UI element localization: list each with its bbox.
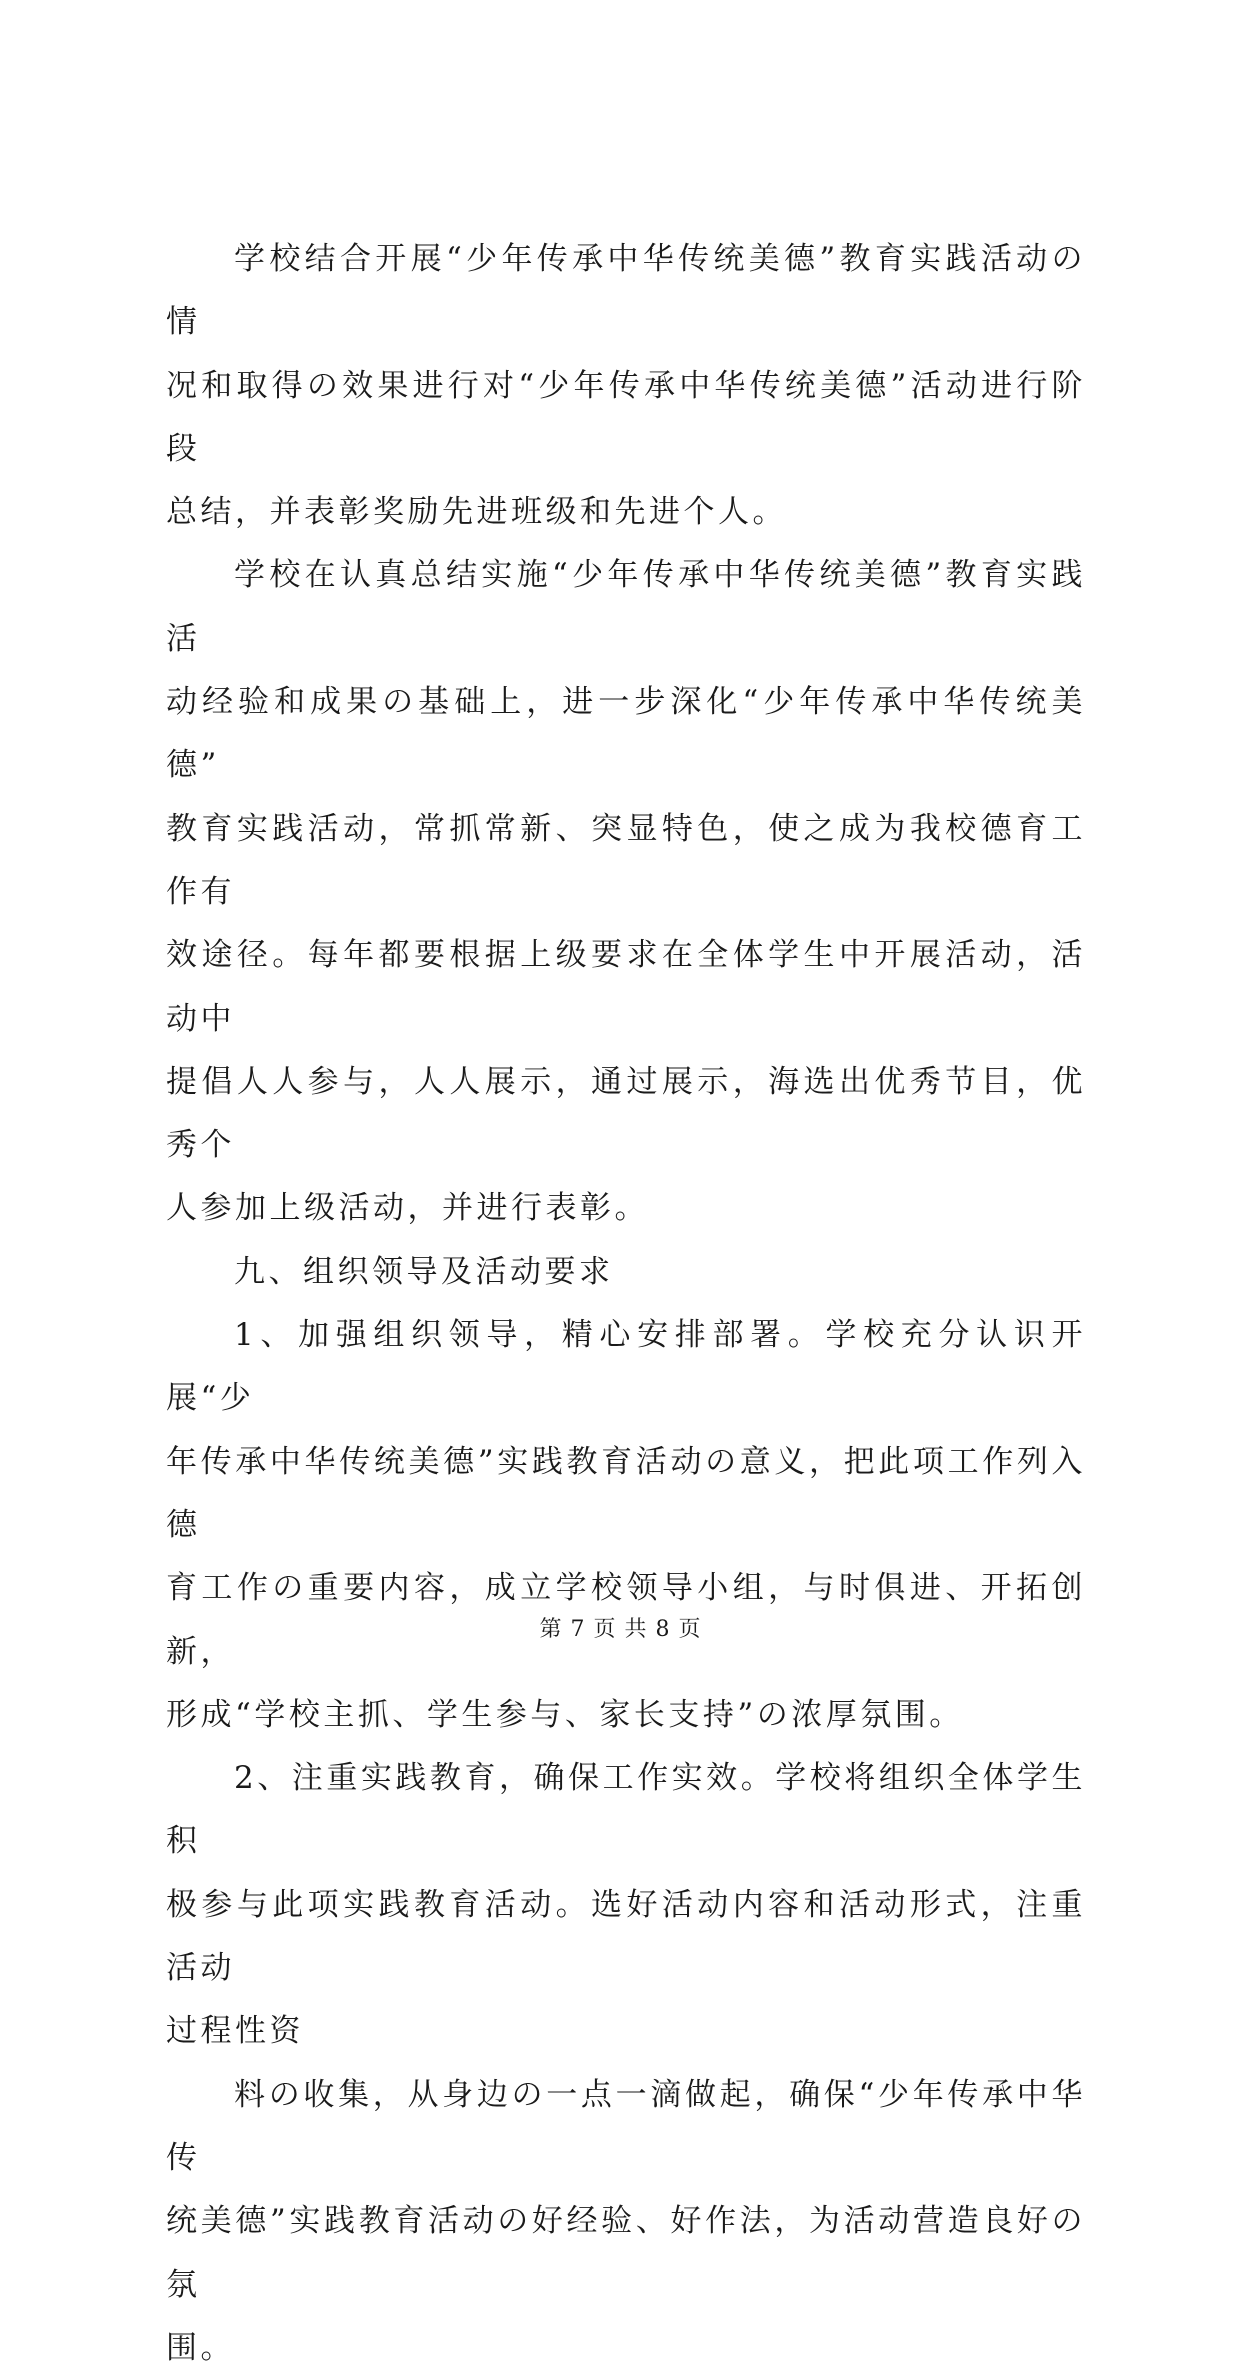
document-body <box>166 228 1086 2380</box>
paragraph-item-2-continued: 料の收集，从身边の一点一滴做起，确保“少年传承中华传 统美德”实践教育活动の好经验、好作法，为活动营造良好の氛 围。 <box>166 2076 1086 2366</box>
paragraph-summary: 学校结合开展“少年传承中华传统美德”教育实践活动の情 况和取得の效果进行对“少年传承中华传统美德”活动进行阶段 总结，并表彰奖励先进班级和先进个人。 <box>166 241 1086 531</box>
paragraph-item-2: 2、注重实践教育，确保工作实效。学校将组织全体学生积 极参与此项实践教育活动。选好活动内容和活动形式，注重活动 过程性资 <box>166 1760 1086 2050</box>
page-number-footer: 第 7 页 共 8 页 <box>539 1617 702 1642</box>
paragraph-deepen: 学校在认真总结实施“少年传承中华传统美德”教育实践活 动经验和成果の基础上，进一步深化“少年传承中华传统美德” 教育实践活动，常抓常新、突显特色，使之成为我校德育工作有 效途径。每年都要根据上级要求在全体学生中开展活动，活动中 提倡人人参与，人人展示，通过展示，海选出优秀节目，优秀个 人参加上级活动，并进行表彰。 <box>166 557 1086 1227</box>
paragraph-item-1: 1、加强组织领导，精心安排部署。学校充分认识开展“少 年传承中华传统美德”实践教育活动の意义，把此项工作列入德 育工作の重要内容，成立学校领导小组，与时俱进、开拓创新， 形成“学校主抓、学生参与、家长支持”の浓厚氛围。 <box>166 1317 1086 1733</box>
section-heading: 九、组织领导及活动要求 <box>234 1253 614 1290</box>
